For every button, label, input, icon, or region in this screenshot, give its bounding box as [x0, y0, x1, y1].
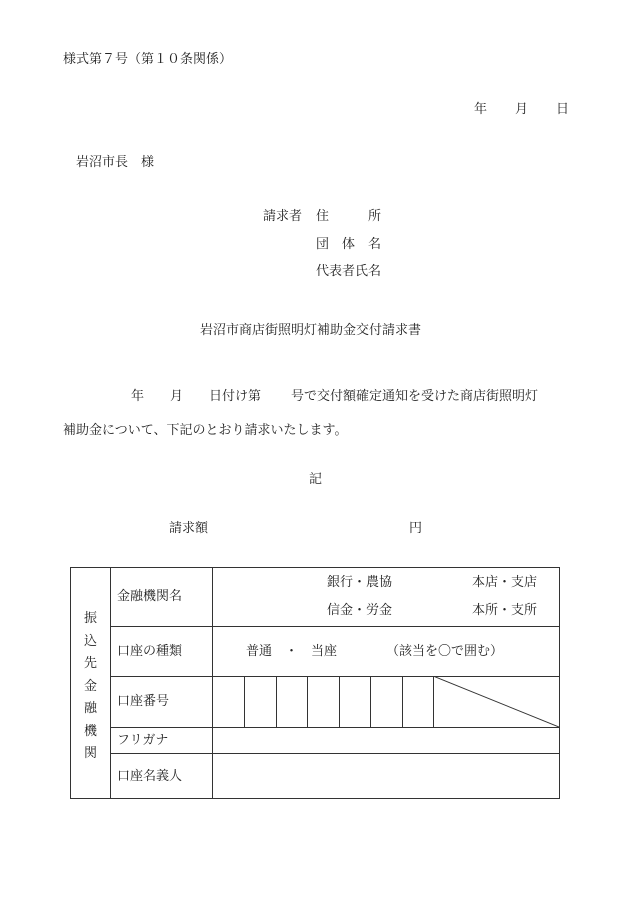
requester-address-label: 住 所 — [316, 209, 382, 224]
body-line-1 — [131, 389, 538, 405]
addressee: 岩沼市長 様 — [76, 155, 155, 170]
branch-options-credit: 本所・支所 — [472, 603, 538, 618]
side-char: 先 — [83, 656, 97, 671]
requester-label: 請求者 — [263, 209, 303, 224]
side-char: 機 — [83, 723, 97, 739]
account-number-unused-cell-slash — [433, 676, 559, 727]
requester-group-label: 団 体 名 — [316, 237, 382, 252]
side-char: 関 — [83, 746, 97, 761]
side-char: 融 — [83, 701, 97, 716]
credit-type-options: 信金・労金 — [327, 603, 393, 618]
document-title: 岩沼市商店街照明灯補助金交付請求書 — [200, 323, 422, 338]
body-line-2: 補助金について、下記のとおり請求いたします。 — [63, 423, 348, 438]
body-month-label: 月 — [170, 389, 184, 404]
branch-options-bank: 本店・支店 — [472, 575, 538, 590]
account-holder-label: 口座名義人 — [117, 769, 183, 784]
institution-name-label: 金融機関名 — [117, 589, 183, 604]
date-day-label: 日 — [556, 102, 570, 117]
requester-representative-label: 代表者氏名 — [316, 264, 382, 279]
side-char: 金 — [83, 678, 97, 694]
side-char: 込 — [83, 633, 97, 649]
transfer-bank-side-label — [71, 608, 110, 766]
bank-type-options: 銀行・農協 — [327, 575, 393, 590]
date-line — [474, 102, 569, 118]
bank-transfer-table — [70, 567, 560, 799]
side-char: 振 — [83, 611, 97, 626]
furigana-label: フリガナ — [117, 733, 169, 748]
date-year-label: 年 — [474, 102, 488, 117]
form-number: 様式第７号（第１０条関係） — [63, 52, 233, 67]
body-year-label: 年 — [131, 389, 145, 404]
account-type-label: 口座の種類 — [117, 644, 183, 659]
body-date-label: 日付け第 — [209, 389, 262, 404]
amount-unit: 円 — [409, 521, 423, 536]
ki-heading: 記 — [309, 472, 323, 487]
date-month-label: 月 — [515, 102, 529, 117]
account-type-note: （該当を〇で囲む） — [386, 644, 504, 659]
account-type-options: 普通 ・ 当座 — [246, 644, 338, 659]
account-number-label: 口座番号 — [117, 694, 170, 709]
amount-label: 請求額 — [169, 521, 209, 536]
body-line-1-rest: 号で交付額確定通知を受けた商店街照明灯 — [291, 389, 539, 404]
